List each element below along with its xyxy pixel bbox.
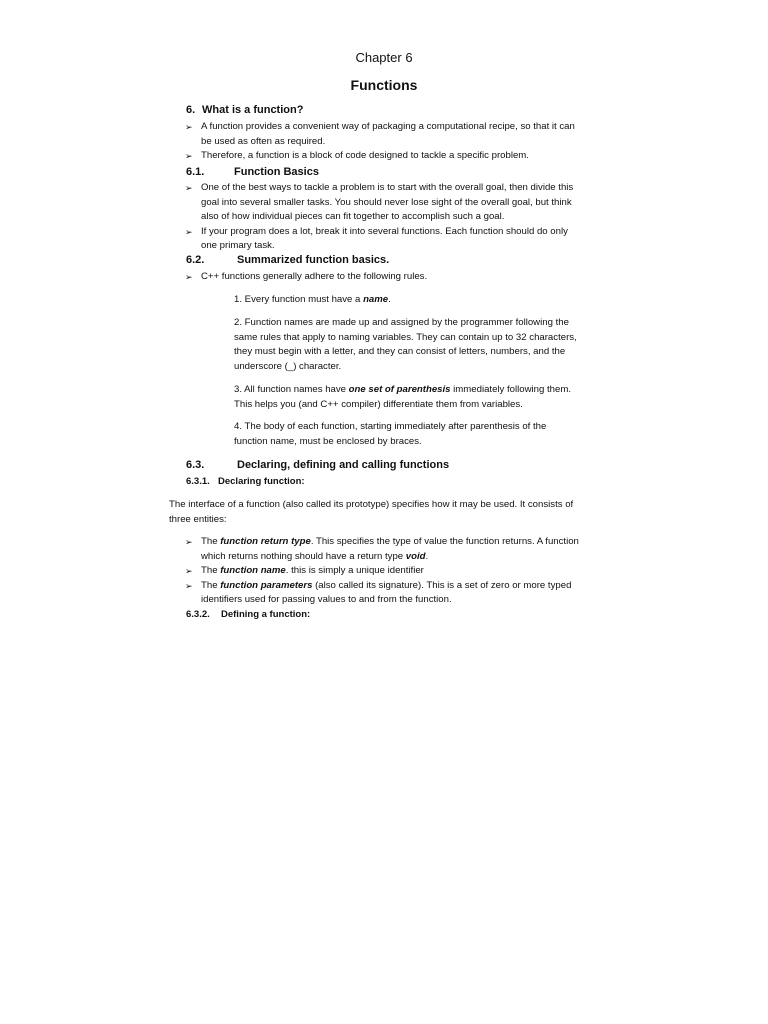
bullet-arrow-icon: ➢ (185, 151, 193, 161)
page-title: Functions (350, 77, 418, 93)
bullet-arrow-icon: ➢ (185, 566, 193, 576)
bullet-arrow-icon: ➢ (185, 122, 193, 132)
section-title: Summarized function basics. (237, 254, 390, 266)
list-item: ➢ C++ functions generally adhere to the following rules. (185, 270, 615, 285)
section-title: Declaring, defining and calling functions (237, 459, 450, 471)
subsection-6-3-1-heading: 6.3.1. Declaring function: (186, 476, 305, 487)
bullet-arrow-icon: ➢ (185, 183, 193, 193)
list-item: ➢ If your program does a lot, break it into several functions. Each function should do only one primary task. (185, 225, 615, 254)
list-item: ➢ One of the best ways to tackle a problem is to start with the overall goal, then divide this goal into several smaller tasks. You should never lose sight of the overall goal, but think also of how individual pieces can fit together to accomplish such a goal. (185, 181, 615, 225)
list-item: ➢ Therefore, a function is a block of code designed to tackle a specific problem. (185, 149, 615, 164)
section-6-1-bullets (185, 181, 615, 254)
section-6-3-bullets (185, 535, 615, 608)
section-number: 6.3. (186, 459, 205, 471)
chapter-label: Chapter 6 (355, 50, 413, 65)
section-title: Function Basics (234, 166, 319, 178)
section-6-1-heading (186, 166, 319, 178)
section-title: What is a function? (202, 104, 304, 116)
bullet-arrow-icon: ➢ (185, 580, 193, 591)
list-item: ➢ A function provides a convenient way of packaging a computational recipe, so that it can be used as often as required. (185, 120, 615, 149)
section-number: 6.2. (186, 254, 205, 266)
bullet-arrow-icon: ➢ (185, 537, 193, 547)
section-number: 6.1. (186, 166, 205, 178)
rule-4: 4. The body of each function, starting immediately after parenthesis of the function name, must be enclosed by braces. (234, 421, 547, 447)
subsection-6-3-2-heading: 6.3.2. Defining a function: (186, 609, 311, 620)
bullet-arrow-icon: ➢ (185, 226, 193, 237)
section-6-2-heading (186, 254, 389, 266)
rule-2: 2. Function names are made up and assigned by the programmer following the same rules that apply to naming variables. They can contain up to 32 characters, they must begin with a letter, and they can consist of letters, numbers, and the underscore (_) character. (234, 317, 577, 372)
rule-3: 3. All function names have one set of parenthesis immediately following them. This helps you (and C++ compiler) differentiate them from variables. (234, 384, 572, 410)
section-6-2-bullet (185, 270, 615, 285)
section-6-bullets (185, 120, 615, 164)
intro-paragraph: The interface of a function (also called its prototype) specifies how it may be used. It consists of three entities: (169, 499, 574, 525)
rule-1: 1. Every function must have a name. (234, 294, 391, 305)
list-item: ➢ The function name. this is simply a unique identifier (185, 564, 615, 579)
section-6-3-heading (186, 459, 449, 471)
section-number: 6. (186, 104, 196, 116)
list-item: ➢ The function return type. This specifies the type of value the function returns. A function which returns nothing should have a return type void. (185, 535, 615, 564)
list-item: ➢ The function parameters (also called its signature). This is a set of zero or more typed identifiers used for passing values to and from the function. (185, 579, 615, 608)
bullet-arrow-icon: ➢ (185, 272, 193, 282)
section-6-heading (186, 104, 303, 116)
